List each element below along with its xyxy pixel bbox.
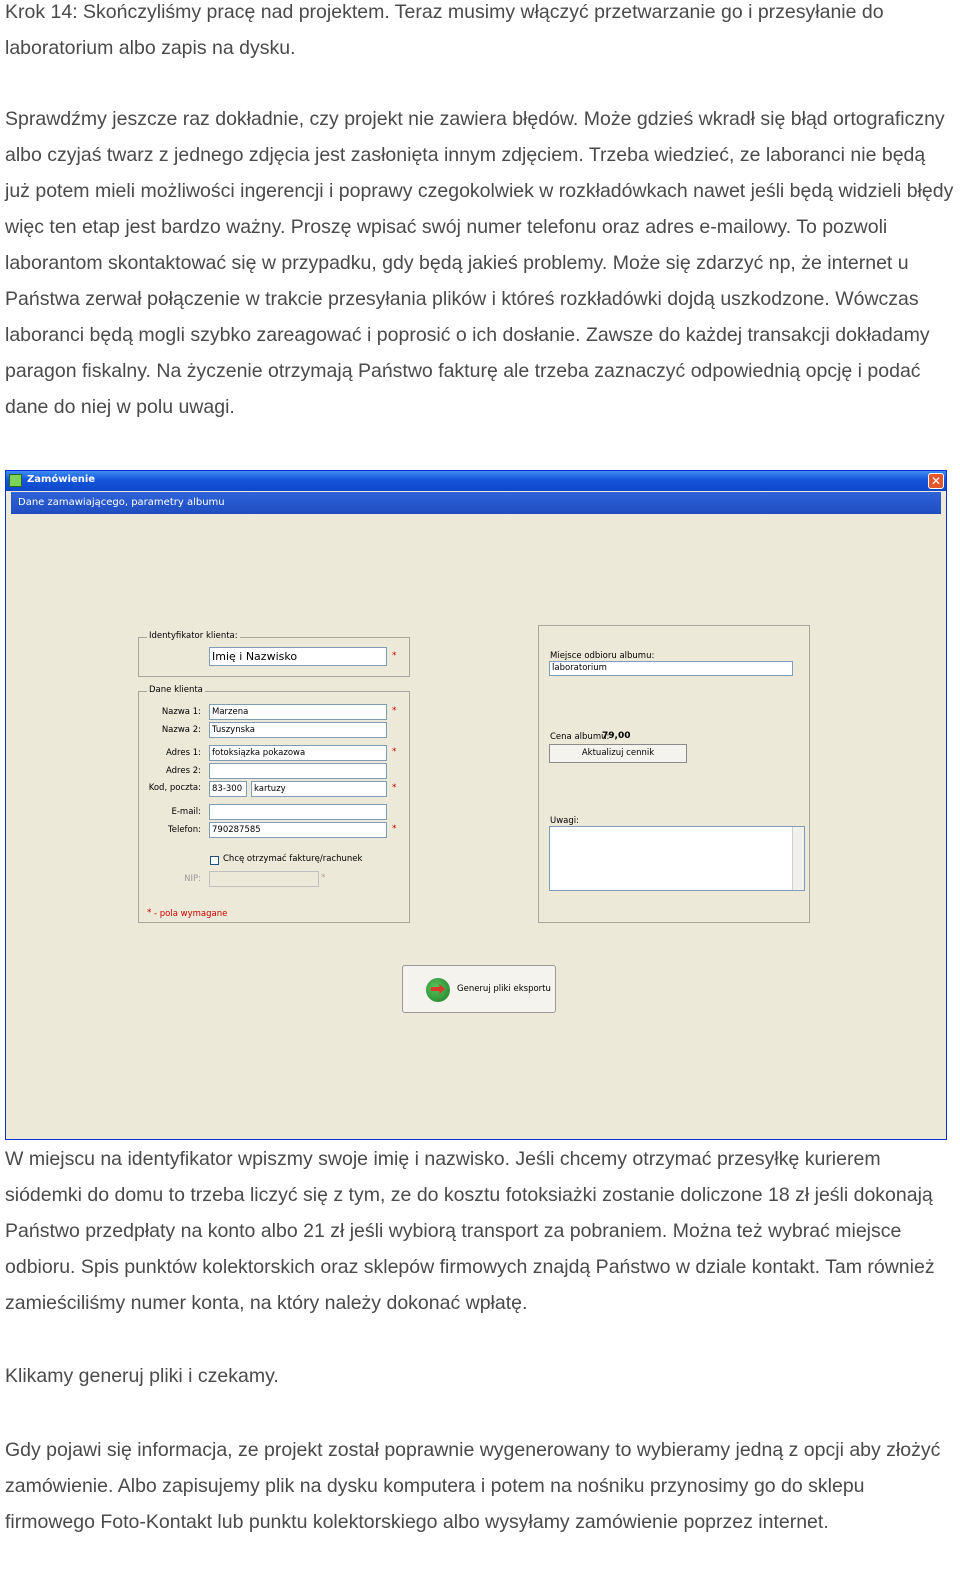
required-marker: * [392,783,397,793]
phone-input[interactable]: 790287585 [209,822,387,838]
email-label: E-mail: [171,807,201,817]
price-label: Cena albumu: [550,732,610,742]
generate-export-label: Generuj pliki eksportu [457,984,551,994]
required-note: - pola wymagane [154,909,228,919]
invoice-checkbox[interactable] [210,856,219,865]
pickup-label: Miejsce odbioru albumu: [550,651,655,661]
required-legend-marker: * [147,908,152,918]
notes-label: Uwagi: [550,816,580,826]
final-paragraph: Gdy pojawi się informacja, ze projekt został poprawnie wygenerowany to wybieramy jedną z opcji aby złożyć zamówienie. Albo zapisujemy plik na dysku komputera i potem na nośniku przynosimy go do sklepu firmowego Foto-Kontakt lub punktu kolektorskiego albo wysyłamy zamówienie poprzez internet. [5,1439,941,1533]
close-button[interactable]: ✕ [928,473,944,489]
required-marker: * [321,873,326,883]
client-data-group [138,685,410,923]
nip-input[interactable] [209,871,319,887]
postal-code-input[interactable]: 83-300 [209,781,247,797]
section-header-label: Dane zamawiającego, parametry albumu [18,497,225,508]
title-bar [6,471,946,491]
invoice-label: Chcę otrzymać fakturę/rachunek [223,854,363,864]
client-data-legend: Dane klienta [149,685,203,695]
pickup-select[interactable]: laboratorium [549,661,793,676]
notes-scrollbar[interactable] [792,827,804,890]
address1-label: Adres 1: [165,748,201,758]
name2-label: Nazwa 2: [161,725,201,735]
nip-label: NIP: [184,874,201,884]
city-input[interactable]: kartuzy [251,781,387,797]
required-marker: * [392,824,397,834]
name1-label: Nazwa 1: [161,707,201,717]
instructions-paragraph: Sprawdźmy jeszcze raz dokładnie, czy projekt nie zawiera błędów. Może gdzieś wkradł się błąd ortograficzny albo czyjaś twarz z jednego zdjęcia jest zasłonięta innym zdjęciem. Trzeba wiedzieć, ze laboranci nie będą już potem mieli możliwości ingerencji i poprawy czegokolwiek w rozkładówkach nawet jeśli będą widzieli błędy więc ten etap jest bardzo ważny. Proszę wpisać swój numer telefonu oraz adres e-mailowy. To pozwoli laborantom skontaktować się w przypadku, gdy będą jakieś problemy. Może się zdarzyć np, że internet u Państwa zerwał połączenie w trakcie przesyłania plików i któreś rozkładówki dojdą uszkodzone. Wówczas laboranci będą mogli szybko zareagować i poprosić o ich dosłanie. Zawsze do każdej transakcji dokładamy paragon fiskalny. Na życzenie otrzymają Państwo fakturę ale trzeba zaznaczyć odpowiednią opcję i podać dane do niej w polu uwagi. [5,108,954,418]
intro-paragraph: Krok 14: Skończyliśmy pracę nad projektem. Teraz musimy włączyć przetwarzanie go i przesyłanie do laboratorium albo zapis na dysku. [5,1,884,59]
address2-input[interactable] [209,763,387,779]
identifier-group [138,631,410,677]
postal-label: Kod, poczta: [148,783,201,793]
order-window [5,470,947,1140]
email-input[interactable] [209,804,387,820]
required-marker: * [392,651,397,661]
album-panel [538,625,810,923]
client-panel [138,625,410,923]
identifier-legend: Identyfikator klienta: [149,631,238,641]
app-icon [9,474,22,487]
name1-input[interactable]: Marzena [209,704,387,720]
required-marker: * [392,706,397,716]
identifier-input[interactable]: Imię i Nazwisko [209,647,387,666]
address2-label: Adres 2: [165,766,201,776]
notes-textarea[interactable] [549,826,805,891]
price-value: 79,00 [602,731,631,741]
section-header [11,492,941,514]
window-title: Zamówienie [27,474,96,485]
generate-export-button[interactable] [402,965,556,1013]
address1-input[interactable]: fotoksiązka pokazowa [209,745,387,761]
update-price-button[interactable]: Aktualizuj cennik [549,744,687,763]
generate-paragraph: Klikamy generuj pliki i czekamy. [5,1365,279,1387]
delivery-paragraph: W miejscu na identyfikator wpiszmy swoje imię i nazwisko. Jeśli chcemy otrzymać przesyłkę kurierem siódemki do domu to trzeba liczyć się z tym, ze do kosztu fotoksiażki zostanie doliczone 18 zł jeśli dokonają Państwo przedpłaty na konto albo 21 zł jeśli wybiorą transport za pobraniem. Można też wybrać miejsce odbioru. Spis punktów kolektorskich oraz sklepów firmowych znajdą Państwo w dziale kontakt. Tam również zamieściliśmy numer konta, na który należy dokonać wpłatę. [5,1148,935,1314]
phone-label: Telefon: [167,825,201,835]
name2-input[interactable]: Tuszynska [209,722,387,738]
required-marker: * [392,747,397,757]
